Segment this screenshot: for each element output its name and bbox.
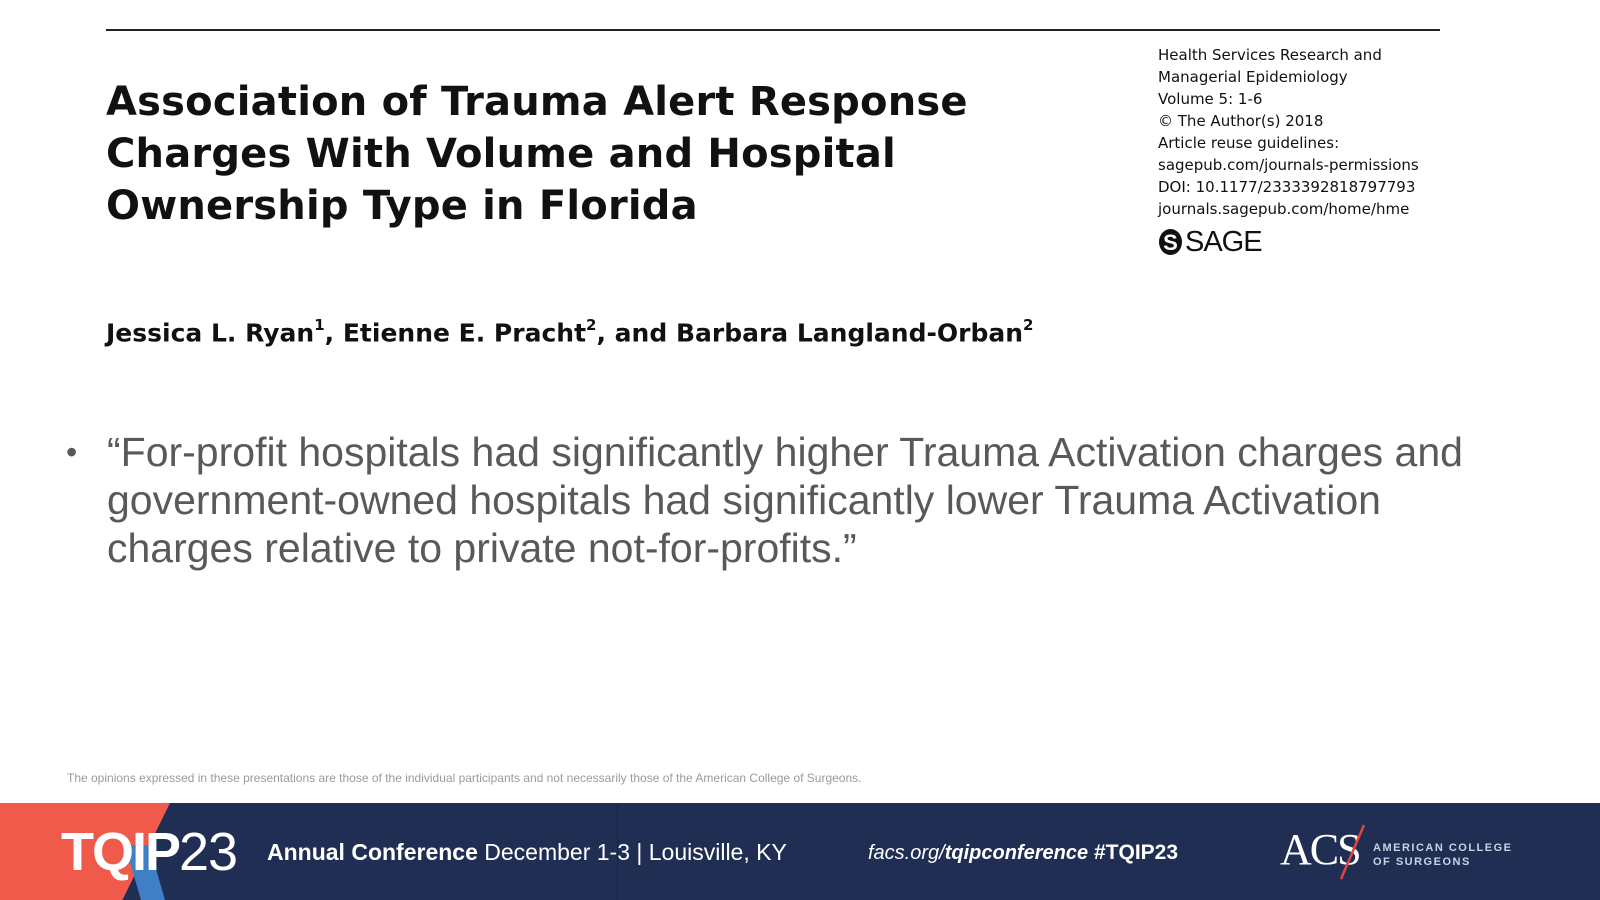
author-affiliation: 2 [1023,316,1034,334]
copyright-line: © The Author(s) 2018 [1158,112,1324,130]
url-path: tqipconference [944,842,1089,864]
svg-text:S: S [1163,230,1178,255]
permissions-link: sagepub.com/journals-permissions [1158,156,1419,174]
tqip23-logo [61,823,237,881]
journal-metadata [1158,44,1419,220]
header-rule [106,29,1440,31]
title-line: Ownership Type in Florida [106,183,698,229]
conference-details: December 1-3 | Louisville, KY [477,839,787,865]
acs-name-line: OF SURGEONS [1373,856,1471,868]
author-name: Barbara Langland-Orban [675,318,1024,348]
conference-info [267,839,787,866]
journal-name-line: Health Services Research and [1158,46,1382,64]
author-separator: , [324,318,343,348]
author-name: Etienne E. Pracht [342,318,587,348]
sage-emblem-icon [1158,228,1183,256]
journal-name-line: Managerial Epidemiology [1158,68,1348,86]
author-separator: , and [596,318,676,348]
reuse-label: Article reuse guidelines: [1158,134,1340,152]
tqip-logo-year: 23 [179,822,238,882]
author-affiliation: 2 [586,316,597,334]
quote-text: “For-profit hospitals had significantly higher Trauma Activation charges and government-owned hospitals had significantly lower Trauma Activation charges relative to private not-for-profits.” [107,429,1463,571]
title-line: Association of Trauma Alert Response [106,79,968,125]
author-name: Jessica L. Ryan [106,318,315,348]
conference-footer [0,803,1600,900]
title-line: Charges With Volume and Hospital [106,131,896,177]
conference-hashtag: #TQIP23 [1094,841,1179,864]
tqip-logo-bold: TQIP [61,822,180,882]
volume-line: Volume 5: 1-6 [1158,90,1263,108]
sage-logo [1158,227,1262,257]
article-title [106,76,1006,232]
url-prefix: facs.org/ [868,842,945,864]
conference-url[interactable] [868,842,1088,865]
acs-name-line: AMERICAN COLLEGE [1373,842,1513,854]
author-affiliation: 1 [314,316,325,334]
doi-line: DOI: 10.1177/2333392818797793 [1158,178,1416,196]
acs-full-name [1373,841,1513,869]
sage-wordmark: SAGE [1185,226,1262,258]
conference-label: Annual Conference [267,839,478,865]
author-list [106,318,1033,347]
journal-home-link: journals.sagepub.com/home/hme [1158,200,1410,218]
bullet-marker: • [66,434,78,470]
disclaimer-text: The opinions expressed in these presentations are those of the individual participants and not necessarily those of the American College of Surgeons. [67,771,862,785]
acs-slash-icon [1337,823,1367,881]
acs-logo-text: ACS [1280,825,1360,874]
